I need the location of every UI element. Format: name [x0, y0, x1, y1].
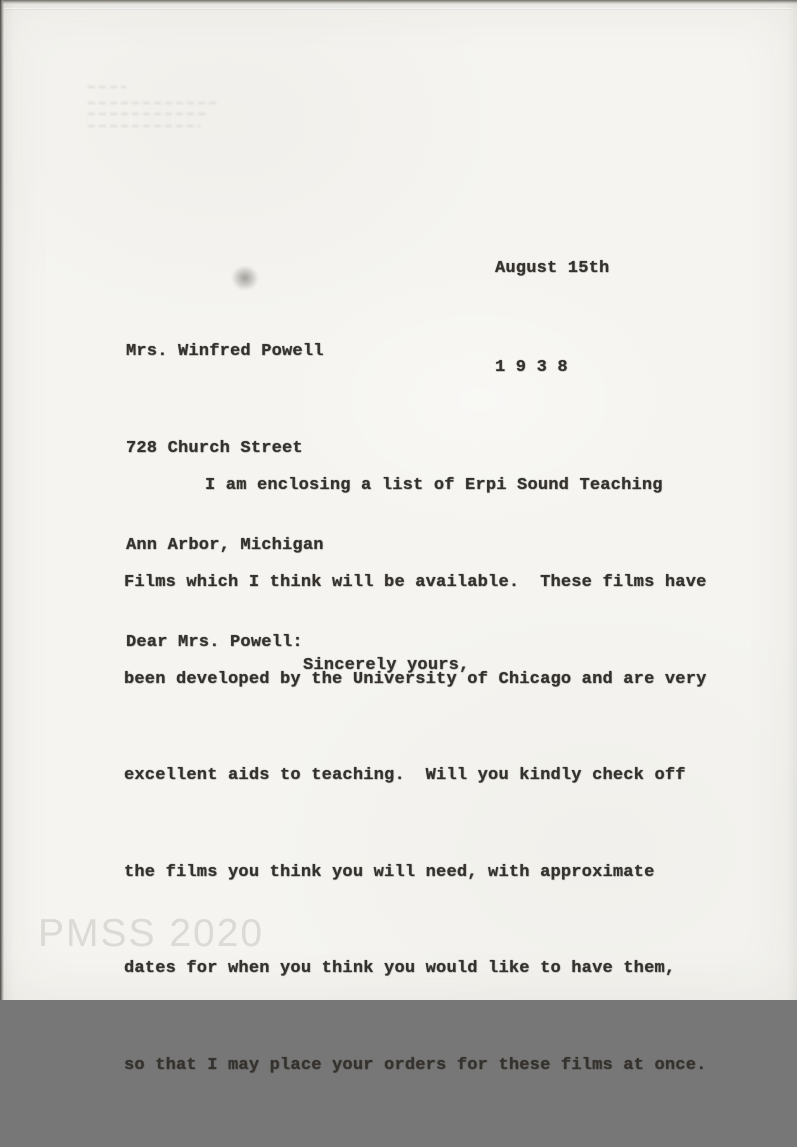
body-line: I am enclosing a list of Erpi Sound Teaching — [205, 476, 663, 496]
body-line: Films which I think will be available. These films have — [124, 573, 707, 593]
date-line-2: 1 9 3 8 — [495, 358, 568, 377]
body-line: so that I may place your orders for these films at once. — [124, 1056, 707, 1076]
paper-edge-highlight — [4, 8, 793, 10]
salutation: Dear Mrs. Powell: — [126, 633, 303, 653]
body-line: dates for when you think you would like to have them, — [124, 959, 676, 979]
scan-edge-top — [0, 0, 797, 4]
recipient-city: Ann Arbor, Michigan — [126, 536, 324, 556]
letter-body — [124, 406, 707, 1147]
body-line: the films you think you will need, with approximate — [124, 862, 655, 882]
body-line: excellent aids to teaching. Will you kindly check off — [124, 766, 686, 786]
bleed-through-smudge — [88, 86, 238, 138]
closing: Sincerely yours, — [303, 656, 470, 675]
scan-edge-left — [0, 0, 4, 1000]
watermark: PMSS 2020 — [38, 912, 265, 955]
date-line-1: August 15th — [495, 259, 610, 278]
body-line: been developed by the University of Chicago and are very — [124, 669, 707, 689]
recipient-name: Mrs. Winfred Powell — [126, 341, 324, 361]
recipient-street: 728 Church Street — [126, 439, 303, 459]
